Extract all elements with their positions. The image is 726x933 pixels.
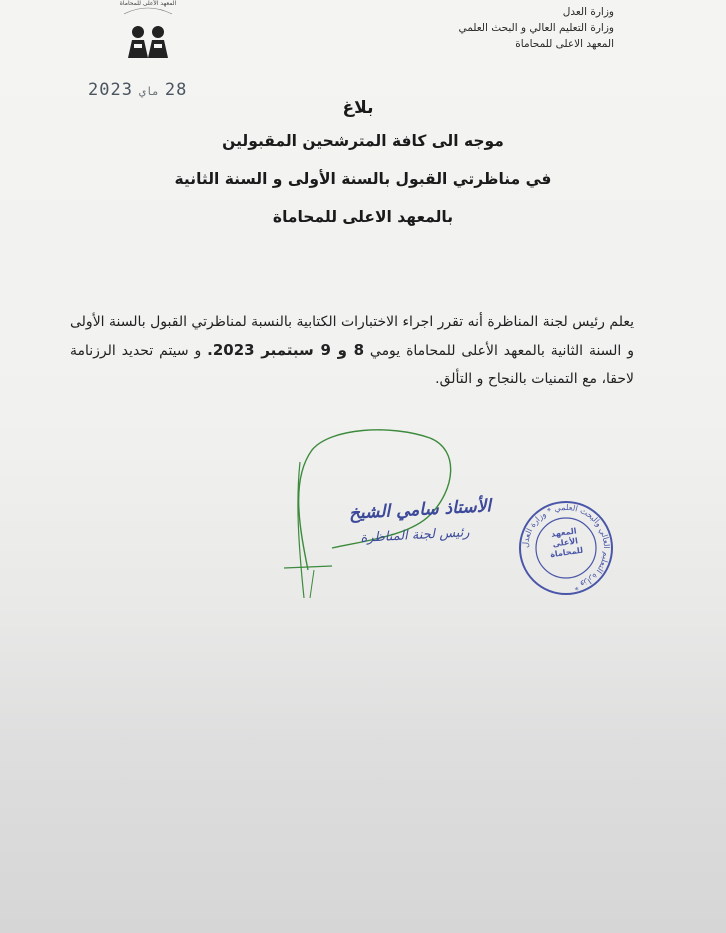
date-month: ماي <box>138 85 159 98</box>
exam-dates: 8 و 9 سبتمبر 2023. <box>207 341 364 359</box>
notice-title-line-1: موجه الى كافة المترشحين المقبولين <box>222 132 504 150</box>
ministry-header <box>394 4 614 52</box>
notice-title-line-2: في مناظرتي القبول بالسنة الأولى و السنة الثانية <box>174 170 552 188</box>
notice-titles <box>0 94 726 236</box>
notice-body <box>70 308 634 393</box>
notice-heading: بلاغ <box>342 98 374 118</box>
date-year: 2023 <box>88 80 133 100</box>
signatory-title: رئيس لجنة المناظرة <box>360 525 470 546</box>
logo-caption: المعهد الأعلى للمحاماة <box>119 0 177 7</box>
body-part-2: و سيتم تحديد الرزنامة لاحقا، مع التمنيات بالنجاح و التألق. <box>70 343 634 387</box>
header-line-2: وزارة التعليم العالي و البحث العلمي <box>458 22 614 34</box>
seal-center-text: المعهد الأعلى للمحاماة <box>549 526 584 560</box>
seal-ring-text: وزارة التعليم العالي والبحث العلمي * وزارة العدل * <box>520 502 612 593</box>
notice-title-line-3: بالمعهد الاعلى للمحاماة <box>272 208 454 226</box>
institute-logo <box>118 0 178 68</box>
body-part-1: يعلم رئيس لجنة المناظرة أنه تقرر اجراء الاختبارات الكتابية بالنسبة لمناظرتي القبول بالسنة الأولى و السنة الثانية بالمعهد الأعلى للمحاماة يومي <box>70 314 634 359</box>
signatory-name: الأستاذ سامي الشيخ <box>348 496 492 524</box>
official-seal <box>516 498 616 598</box>
header-line-1: وزارة العدل <box>562 6 614 18</box>
header-line-3: المعهد الاعلى للمحاماة <box>515 38 614 50</box>
date-day: 28 <box>164 80 188 100</box>
logo-emblem-icon <box>118 0 178 68</box>
